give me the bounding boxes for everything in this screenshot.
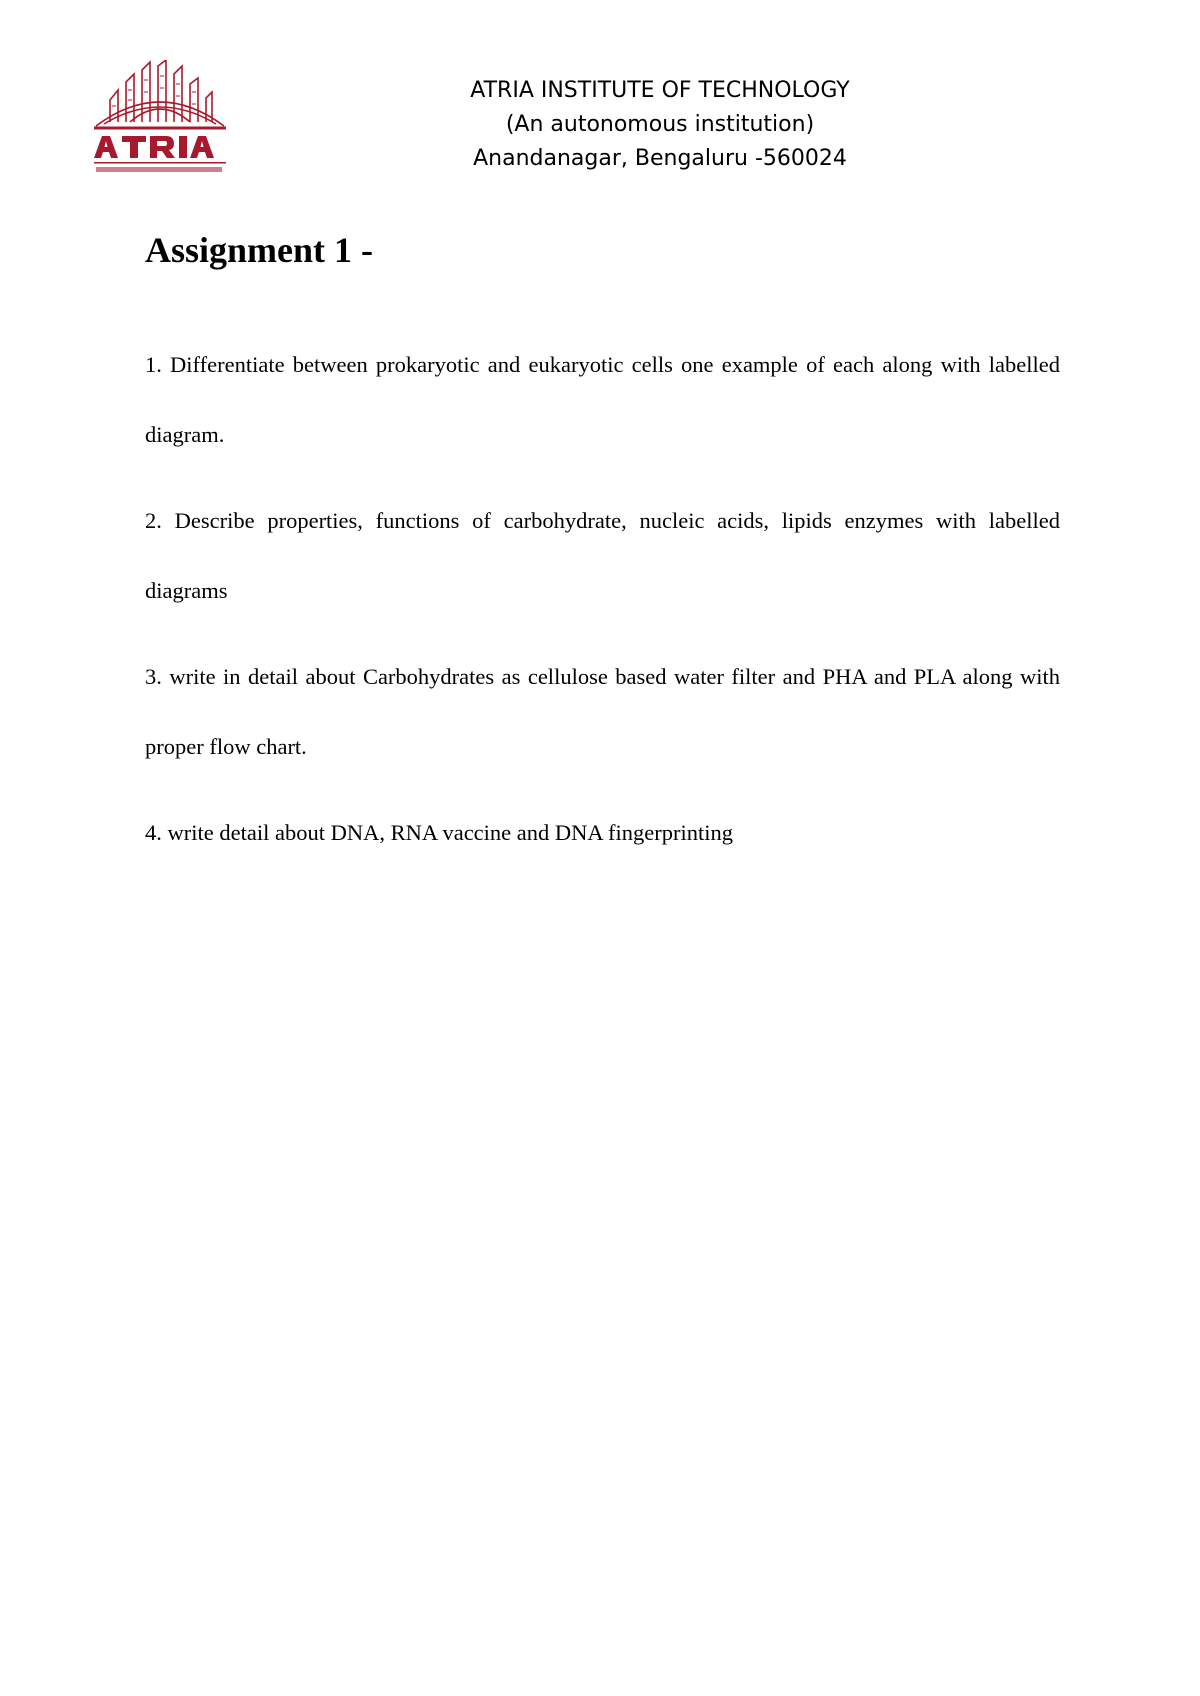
- atria-logo-graphic: [90, 60, 230, 178]
- atria-logo: [90, 60, 230, 178]
- question-4: 4. write detail about DNA, RNA vaccine and DNA fingerprinting: [145, 820, 733, 845]
- question-1: 1. Differentiate between prokaryotic and eukaryotic cells one example of each along with labelled diagram.: [145, 352, 1060, 447]
- institute-address: Anandanagar, Bengaluru -560024: [473, 146, 847, 171]
- institute-status: (An autonomous institution): [505, 112, 815, 137]
- question-2: 2. Describe properties, functions of carbohydrate, nucleic acids, lipids enzymes with labelled diagrams: [145, 508, 1060, 603]
- institution-header: [330, 74, 990, 176]
- question-3: 3. write in detail about Carbohydrates as cellulose based water filter and PHA and PLA along with proper flow chart.: [145, 664, 1060, 759]
- assignment-title: Assignment 1 -: [145, 230, 374, 270]
- institute-name: ATRIA INSTITUTE OF TECHNOLOGY: [470, 78, 850, 103]
